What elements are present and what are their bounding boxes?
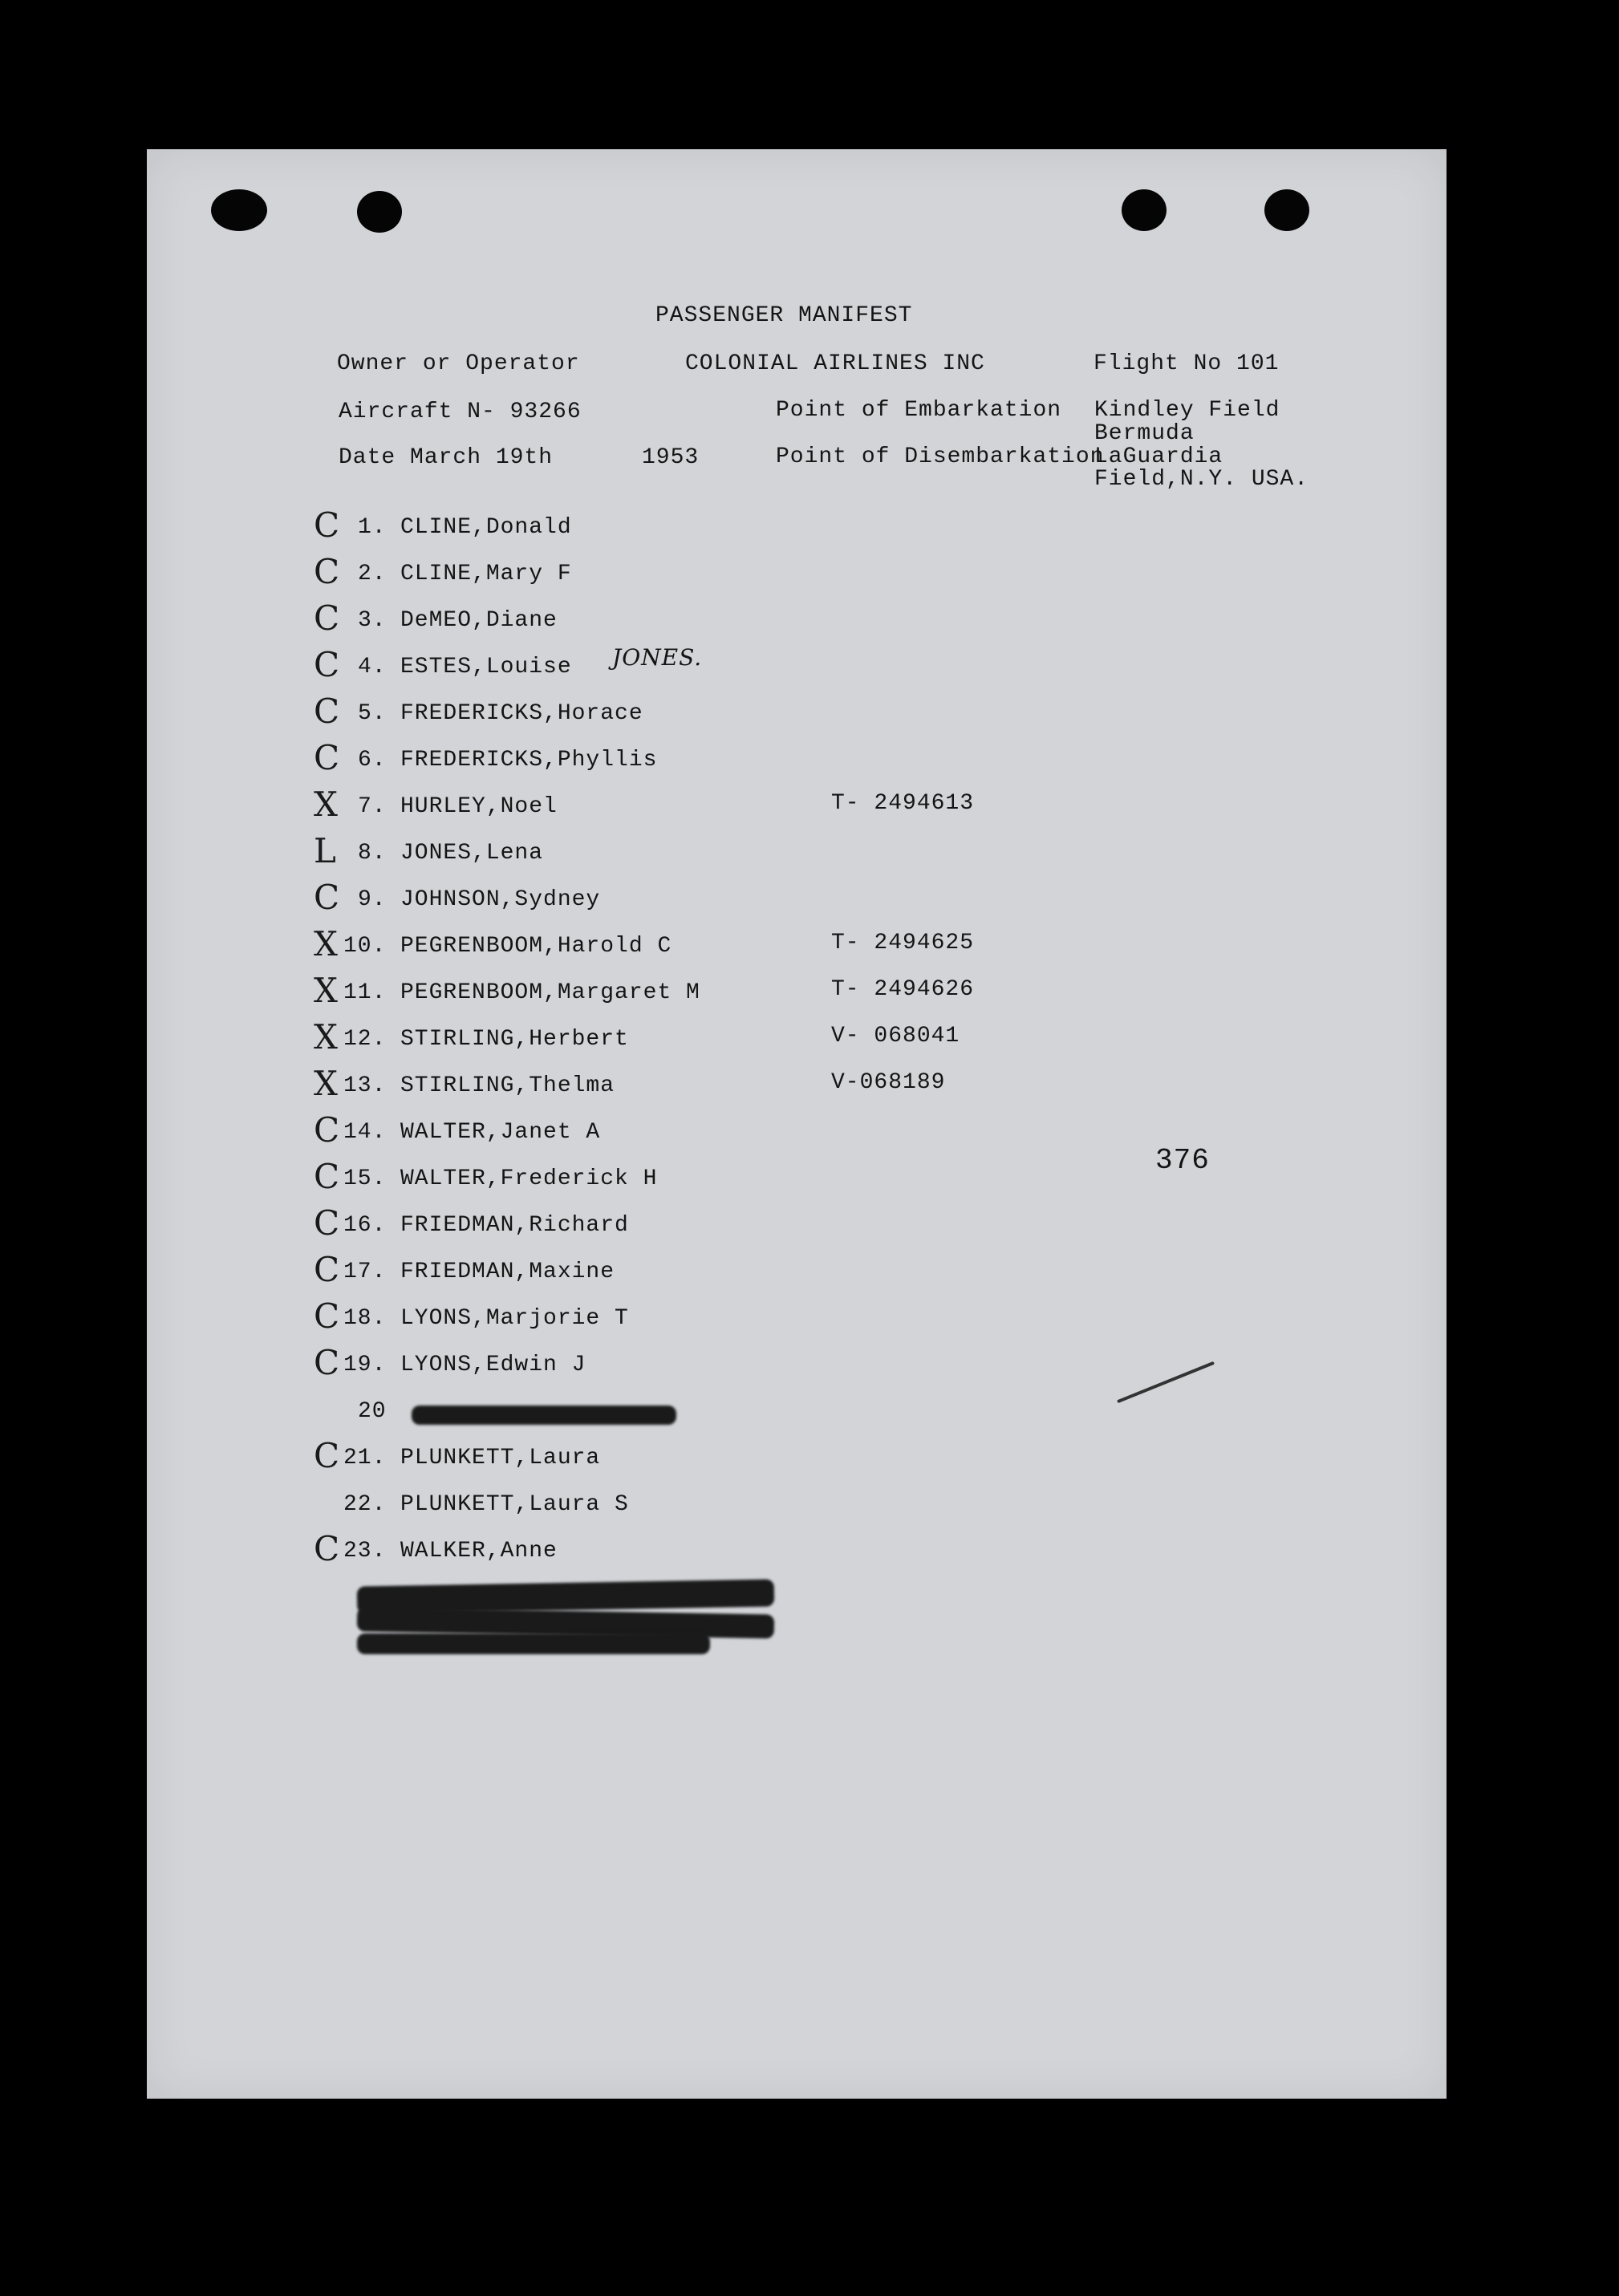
passenger-number: 16. [343,1213,387,1238]
passenger-name: FRIEDMAN,Maxine [400,1260,615,1284]
passenger-name: STIRLING,Thelma [400,1073,615,1098]
redaction-scribble [412,1406,676,1425]
check-mark: C [314,1296,340,1336]
check-mark: C [314,692,340,731]
passenger-number: 8. [358,841,387,866]
punch-hole [1122,189,1167,231]
check-mark: C [314,505,340,545]
date-label: Date March 19th [339,445,554,470]
check-mark: X [314,971,338,1010]
handwritten-note: JONES. [612,644,703,671]
passenger-name: LYONS,Marjorie T [400,1306,629,1331]
passenger-number: 5. [358,701,387,726]
passenger-number: 15. [343,1166,387,1191]
passenger-number: 9. [358,887,387,912]
passenger-name: JOHNSON,Sydney [400,887,601,912]
check-mark: C [314,552,340,591]
check-mark: C [314,1529,340,1568]
passenger-name: PEGRENBOOM,Margaret M [400,980,700,1005]
check-mark: L [314,831,336,870]
check-mark: C [314,1436,340,1475]
ticket-number: V-068189 [831,1070,946,1095]
passenger-number: 10. [343,934,387,959]
flight-label: Flight No 101 [1094,351,1280,376]
passenger-number: 13. [343,1073,387,1098]
passenger-name: PLUNKETT,Laura S [400,1492,629,1517]
passenger-name: WALTER,Janet A [400,1120,601,1145]
check-mark: C [314,1250,340,1289]
passenger-number: 19. [343,1353,387,1377]
check-mark: C [314,1203,340,1243]
check-mark: C [314,1343,340,1382]
passenger-name: FRIEDMAN,Richard [400,1213,629,1238]
pencil-stroke [1117,1361,1215,1403]
year: 1953 [642,445,700,470]
check-mark: X [314,1064,338,1103]
check-mark: X [314,924,338,963]
passenger-number: 22. [343,1492,387,1517]
ticket-number: T- 2494625 [831,931,975,955]
ticket-number: V- 068041 [831,1024,960,1049]
passenger-number: 20 [358,1399,387,1424]
check-mark: C [314,1110,340,1150]
disembark-value-2: Field,N.Y. USA. [1094,467,1309,492]
page-title: PASSENGER MANIFEST [655,303,913,328]
passenger-number: 21. [343,1446,387,1470]
passenger-number: 2. [358,562,387,586]
passenger-number: 12. [343,1027,387,1052]
passenger-name: ESTES,Louise [400,655,572,679]
punch-hole [211,189,267,231]
passenger-name: FREDERICKS,Horace [400,701,643,726]
passenger-number: 11. [343,980,387,1005]
ticket-number: T- 2494626 [831,977,975,1002]
passenger-name: DeMEO,Diane [400,608,558,633]
check-mark: C [314,645,340,684]
passenger-name: HURLEY,Noel [400,794,558,819]
passenger-number: 23. [343,1539,387,1564]
embark-label: Point of Embarkation [776,398,1062,423]
embark-value-2: Bermuda [1094,421,1195,446]
ticket-number: T- 2494613 [831,791,975,816]
passenger-number: 4. [358,655,387,679]
passenger-name: CLINE,Donald [400,515,572,540]
passenger-number: 18. [343,1306,387,1331]
passenger-name: PLUNKETT,Laura [400,1446,601,1470]
passenger-name: FREDERICKS,Phyllis [400,748,658,773]
passenger-name: JONES,Lena [400,841,544,866]
check-mark: X [314,1017,338,1057]
disembark-value: LaGuardia [1094,444,1223,469]
passenger-number: 1. [358,515,387,540]
manifest-page [147,149,1447,2099]
page-number: 376 [1155,1144,1210,1177]
passenger-name: WALTER,Frederick H [400,1166,658,1191]
owner-value: COLONIAL AIRLINES INC [685,351,985,376]
owner-label: Owner or Operator [337,351,580,376]
passenger-number: 3. [358,608,387,633]
check-mark: X [314,785,338,824]
check-mark: C [314,598,340,638]
check-mark: C [314,738,340,777]
passenger-name: STIRLING,Herbert [400,1027,629,1052]
redaction-scribble [357,1633,710,1654]
passenger-name: LYONS,Edwin J [400,1353,586,1377]
passenger-number: 7. [358,794,387,819]
passenger-number: 14. [343,1120,387,1145]
punch-hole [1264,189,1309,231]
embark-value: Kindley Field [1094,398,1280,423]
check-mark: C [314,878,340,917]
passenger-number: 17. [343,1260,387,1284]
aircraft-label: Aircraft N- 93266 [339,400,582,424]
punch-hole [357,191,402,233]
disembark-label: Point of Disembarkation [776,444,1105,469]
passenger-name: WALKER,Anne [400,1539,558,1564]
passenger-name: CLINE,Mary F [400,562,572,586]
passenger-number: 6. [358,748,387,773]
check-mark: C [314,1157,340,1196]
passenger-name: PEGRENBOOM,Harold C [400,934,672,959]
